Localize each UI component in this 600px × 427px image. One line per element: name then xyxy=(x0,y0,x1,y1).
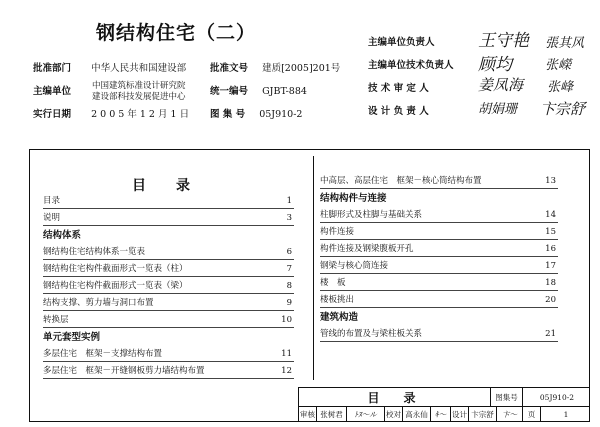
sig-label-tech-chief: 主编单位技术负责人 xyxy=(368,60,454,71)
toc-entry[interactable] xyxy=(320,291,558,308)
toc-entry[interactable] xyxy=(43,294,294,311)
toc-entry-title: 钢结构住宅构件截面形式一览表（梁） xyxy=(43,281,188,291)
toc-entry[interactable] xyxy=(43,192,294,209)
approval-dept-label: 批准部门 xyxy=(33,63,72,74)
toc-entry-title: 楼 板 xyxy=(320,278,346,288)
approval-doc-value: 建质[2005]201号 xyxy=(262,63,341,74)
signature-1a: 王守艳 xyxy=(478,31,529,51)
toc-entry[interactable] xyxy=(43,311,294,328)
toc-section-text: 结构构件与连接 xyxy=(320,193,387,204)
impl-date-label: 实行日期 xyxy=(33,109,72,120)
toc-section-heading xyxy=(320,189,558,206)
toc-entry-page: 21 xyxy=(545,329,556,339)
review-signature: ﾄﾇ〜ル xyxy=(347,406,385,422)
toc-entry-title: 管线的布置及与梁柱板关系 xyxy=(320,329,423,339)
toc-entry[interactable] xyxy=(320,172,558,189)
impl-date-row xyxy=(33,108,189,122)
editor-unit-value-2: 建设部科技发展促进中心 xyxy=(92,92,186,102)
approval-dept-value: 中华人民共和国建设部 xyxy=(91,63,187,74)
toc-entry-title: 柱脚形式及柱脚与基础关系 xyxy=(320,210,423,220)
toc-section-text: 单元套型实例 xyxy=(43,332,101,343)
toc-entry-page: 15 xyxy=(545,227,556,237)
toc-entry-page: 12 xyxy=(281,366,292,376)
toc-entry-title: 构件连接 xyxy=(320,227,355,237)
design-label: 设计 xyxy=(451,406,469,422)
signature-2b: 张嶸 xyxy=(545,58,572,73)
review-name: 张树君 xyxy=(317,406,347,422)
signature-3b: 张峰 xyxy=(547,80,574,95)
toc-entry[interactable] xyxy=(43,243,294,260)
check-name: 高永仙 xyxy=(403,406,431,422)
review-label: 审核 xyxy=(299,406,317,422)
toc-right-column xyxy=(320,172,558,342)
toc-entry-page: 11 xyxy=(281,349,292,359)
toc-entry-page: 16 xyxy=(545,244,556,254)
unified-no-label: 统一编号 xyxy=(210,86,249,97)
toc-entry[interactable] xyxy=(43,277,294,294)
toc-entry-page: 18 xyxy=(545,278,556,288)
atlas-no-value: 05J910-2 xyxy=(259,109,303,120)
toc-entry-page: 6 xyxy=(286,247,292,257)
toc-entry-title: 多层住宅 框架－支撑结构布置 xyxy=(43,349,163,359)
toc-entry-title: 结构支撑、剪力墙与洞口布置 xyxy=(43,298,154,308)
atlas-no-row xyxy=(210,108,302,122)
toc-section-text: 结构体系 xyxy=(43,230,82,241)
signature-2a: 顾均 xyxy=(478,55,512,75)
signature-4a: 胡娟珊 xyxy=(478,102,518,117)
page-title: 钢结构住宅（二） xyxy=(96,22,257,44)
toc-entry-title: 钢结构住宅构件截面形式一览表（柱） xyxy=(43,264,188,274)
toc-section-heading xyxy=(320,308,558,325)
toc-entry[interactable] xyxy=(320,240,558,257)
toc-entry-title: 转换层 xyxy=(43,315,69,325)
column-divider xyxy=(313,156,314,380)
toc-entry-title: 中高层、高层住宅 框架－核心筒结构布置 xyxy=(320,176,482,186)
sig-label-chief-editor: 主编单位负责人 xyxy=(368,37,435,48)
toc-entry[interactable] xyxy=(43,209,294,226)
atlas-no-label: 图 集 号 xyxy=(210,109,246,120)
design-name: 卞宗舒 xyxy=(469,406,497,422)
atlas-no-cell-value: 05J910-2 xyxy=(539,392,575,402)
toc-entry-title: 钢结构住宅结构体系一览表 xyxy=(43,247,146,257)
toc-entry[interactable] xyxy=(320,274,558,291)
sig-label-tech-reviewer: 技 术 审 定 人 xyxy=(368,83,429,94)
check-signature: ｷ〜 xyxy=(431,406,451,422)
approval-doc-label: 批准文号 xyxy=(210,63,249,74)
page-number: 1 xyxy=(563,409,569,419)
unified-no-value: GJBT-884 xyxy=(262,86,307,97)
toc-entry-page: 3 xyxy=(286,213,292,223)
editor-unit-value-1: 中国建筑标准设计研究院 xyxy=(92,81,186,91)
toc-entry-title: 钢梁与核心筒连接 xyxy=(320,261,389,271)
toc-entry-page: 8 xyxy=(286,281,292,291)
toc-section-heading xyxy=(43,328,294,345)
toc-entry-title: 构件连接及钢梁腹板开孔 xyxy=(320,244,414,254)
toc-entry[interactable] xyxy=(320,257,558,274)
sheet-title: 目 录 xyxy=(299,388,491,406)
toc-entry-page: 9 xyxy=(286,298,292,308)
page-label: 页 xyxy=(523,406,541,422)
toc-entry-page: 1 xyxy=(286,196,292,206)
sig-label-design-lead: 设 计 负 责 人 xyxy=(368,106,429,117)
toc-entry-title: 多层住宅 框架－开缝钢板剪力墙结构布置 xyxy=(43,366,205,376)
toc-heading: 目 录 xyxy=(132,178,198,194)
toc-entry-page: 14 xyxy=(545,210,556,220)
toc-entry-title: 楼板挑出 xyxy=(320,295,355,305)
signature-3a: 姜凤海 xyxy=(478,76,524,94)
toc-section-text: 建筑构造 xyxy=(320,312,359,323)
toc-entry[interactable] xyxy=(320,223,558,240)
toc-entry-page: 13 xyxy=(545,176,556,186)
title-block xyxy=(298,387,590,422)
title-block-row-2 xyxy=(299,406,590,422)
toc-entry-page: 20 xyxy=(545,295,556,305)
toc-section-heading xyxy=(43,226,294,243)
atlas-no-cell-label: 图集号 xyxy=(491,388,523,406)
signature-1b: 張其风 xyxy=(545,36,585,51)
toc-entry-page: 17 xyxy=(545,261,556,271)
unified-no-row xyxy=(210,85,307,99)
toc-entry[interactable] xyxy=(43,362,294,379)
toc-entry-title: 说明 xyxy=(43,213,61,223)
approval-dept-row xyxy=(33,62,186,76)
approval-doc-row xyxy=(210,62,340,76)
toc-entry-page: 7 xyxy=(286,264,292,274)
toc-entry[interactable] xyxy=(320,206,558,223)
toc-entry[interactable] xyxy=(43,260,294,277)
signature-4b: 卞宗舒 xyxy=(540,100,586,118)
toc-entry[interactable] xyxy=(43,345,294,362)
toc-left-column xyxy=(43,192,294,379)
design-signature: 卞〜 xyxy=(497,406,523,422)
toc-entry-page: 10 xyxy=(281,315,292,325)
editor-unit-label: 主编单位 xyxy=(33,86,72,97)
toc-entry-title: 目录 xyxy=(43,196,61,206)
title-block-row-1 xyxy=(299,388,590,407)
impl-date-value: 2 0 0 5 年 1 2 月 1 日 xyxy=(91,109,190,120)
toc-entry[interactable] xyxy=(320,325,558,342)
check-label: 校对 xyxy=(385,406,403,422)
